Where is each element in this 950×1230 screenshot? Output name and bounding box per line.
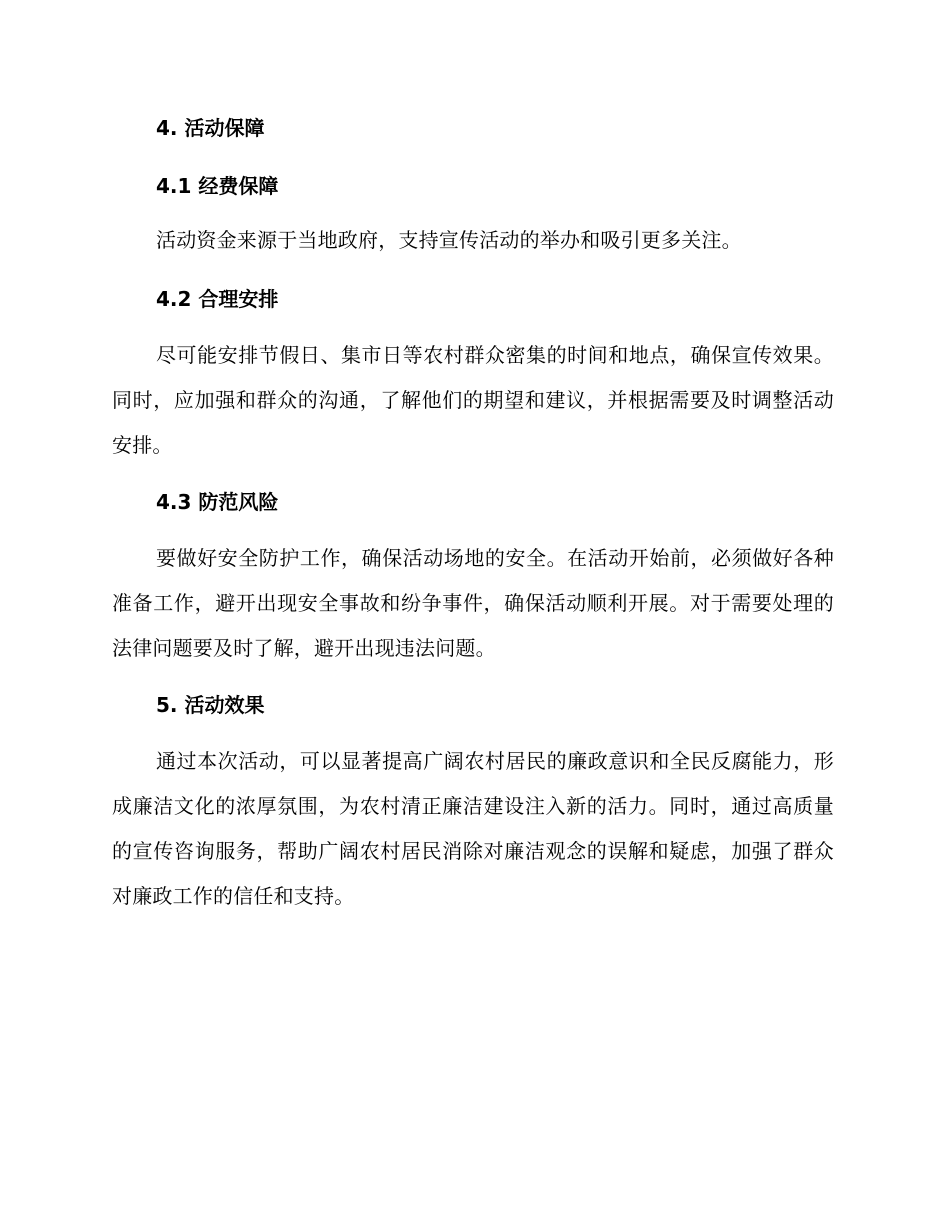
document-body xyxy=(112,108,834,919)
paragraph-activity-effect: 通过本次活动，可以显著提高广阔农村居民的廉政意识和全民反腐能力，形成廉洁文化的浓厚氛围，为农村清正廉洁建设注入新的活力。同时，通过高质量的宣传咨询服务，帮助广阔农村居民消除对廉洁观念的误解和疑虑，加强了群众对廉政工作的信任和支持。 xyxy=(112,749,834,908)
section-heading-risk-prevention: 4.3 防范风险 xyxy=(156,490,279,514)
paragraph-risk-prevention: 要做好安全防护工作，确保活动场地的安全。在活动开始前，必须做好各种准备工作，避开出现安全事故和纷争事件，确保活动顺利开展。对于需要处理的法律问题要及时了解，避开出现违法问题。 xyxy=(112,546,834,660)
paragraph-funding: 活动资金来源于当地政府，支持宣传活动的举办和吸引更多关注。 xyxy=(156,228,742,252)
paragraph-arrangement: 尽可能安排节假日、集市日等农村群众密集的时间和地点，确保宣传效果。同时，应加强和群众的沟通，了解他们的期望和建议，并根据需要及时调整活动安排。 xyxy=(112,343,834,457)
section-heading-activity-guarantee: 4. 活动保障 xyxy=(156,116,265,140)
section-heading-arrangement: 4.2 合理安排 xyxy=(156,287,279,311)
section-heading-funding: 4.1 经费保障 xyxy=(156,174,279,198)
section-heading-activity-effect: 5. 活动效果 xyxy=(156,693,265,717)
